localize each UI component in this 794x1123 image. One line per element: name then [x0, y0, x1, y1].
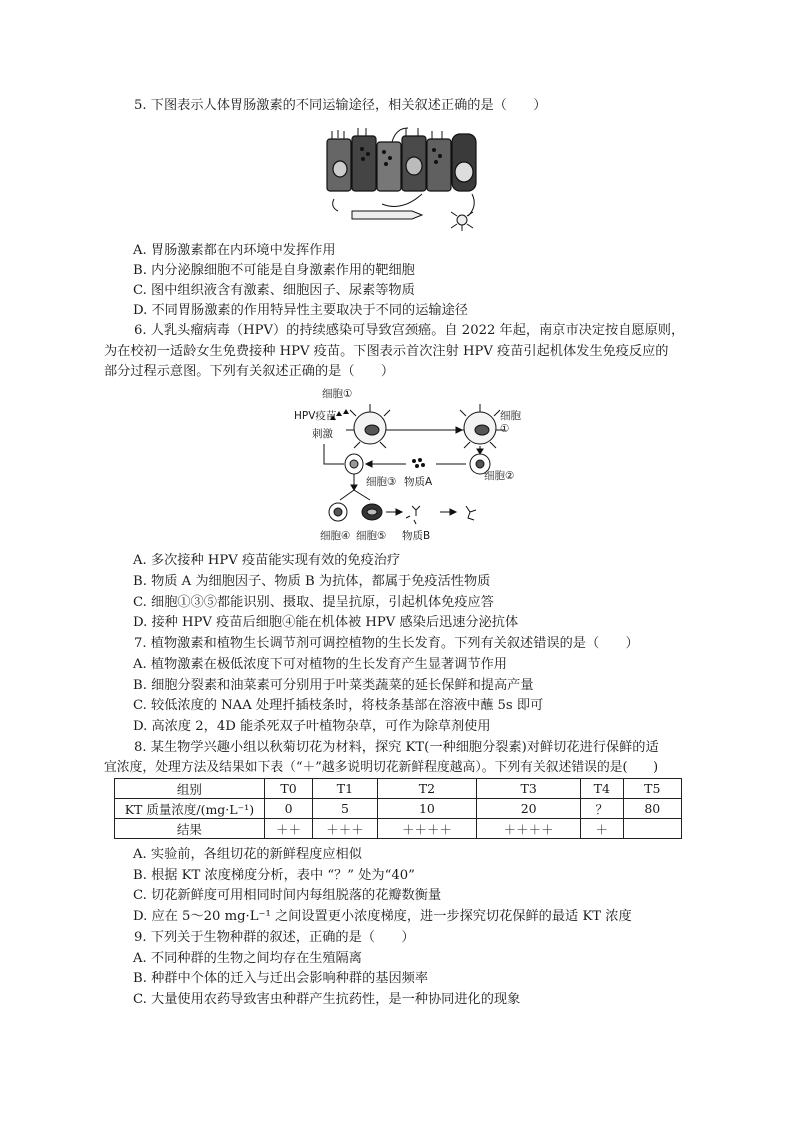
- label-hpv-vaccine: HPV疫苗: [294, 410, 337, 422]
- q5-option-a: A. 胃肠激素都在内环境中发挥作用: [133, 243, 336, 258]
- q8-stem-line1: 8. 某生物学兴趣小组以秋菊切花为材料，探究 KT(一种细胞分裂素)对鲜切花进行保鲜的适: [134, 740, 659, 755]
- q6-stem-line1: 6. 人乳头瘤病毒（HPV）的持续感染可导致宫颈癌。自 2022 年起，南京市决定按自愿原则，: [134, 323, 685, 338]
- table-header-cell: 组别: [115, 779, 265, 799]
- table-cell: ＋＋: [264, 819, 313, 839]
- label-cell5: 细胞⑤: [356, 530, 387, 542]
- q8-option-b: B. 根据 KT 浓度梯度分析，表中 “？” 处为“40”: [133, 868, 415, 883]
- q6-option-a: A. 多次接种 HPV 疫苗能实现有效的免疫治疗: [133, 553, 401, 568]
- table-row-label: KT 质量浓度/(mg·L⁻¹): [115, 799, 265, 819]
- q7-option-a: A. 植物激素在极低浓度下可对植物的生长发育产生显著调节作用: [133, 657, 507, 672]
- q7-option-b: B. 细胞分裂素和油菜素可分别用于叶菜类蔬菜的延长保鲜和提高产量: [133, 678, 534, 693]
- q5-stem: 5. 下图表示人体胃肠激素的不同运输途径，相关叙述正确的是（ ）: [134, 98, 547, 113]
- table-cell: [623, 819, 681, 839]
- gut-hormone-figure: [322, 124, 512, 234]
- kt-table: [114, 778, 682, 839]
- table-row: [115, 819, 682, 839]
- table-cell: 10: [377, 799, 477, 819]
- q9-option-a: A. 不同种群的生物之间均存在生殖隔离: [133, 951, 362, 966]
- table-row: [115, 799, 682, 819]
- table-cell: ？: [580, 799, 623, 819]
- table-header-cell: T5: [623, 779, 681, 799]
- table-cell: ＋＋＋＋: [377, 819, 477, 839]
- table-header-cell: T2: [377, 779, 477, 799]
- q7-option-c: C. 较低浓度的 NAA 处理扦插枝条时，将枝条基部在溶液中蘸 5s 即可: [133, 698, 544, 713]
- label-cell4: 细胞④: [320, 530, 351, 542]
- table-cell: 80: [623, 799, 681, 819]
- label-substance-b: 物质B: [402, 530, 431, 542]
- table-header-cell: T4: [580, 779, 623, 799]
- table-cell: ＋＋＋＋: [477, 819, 581, 839]
- q6-option-c: C. 细胞①③⑤都能识别、摄取、提呈抗原，引起机体免疫应答: [133, 595, 494, 610]
- q6-option-b: B. 物质 A 为细胞因子、物质 B 为抗体，都属于免疫活性物质: [133, 574, 491, 589]
- q6-stem-line3: 部分过程示意图。下列有关叙述正确的是（ ）: [104, 364, 395, 379]
- label-cell1-top: 细胞①: [322, 388, 353, 400]
- table-cell: ＋: [580, 819, 623, 839]
- label-cell2: 细胞②: [484, 470, 515, 482]
- table-cell: 20: [477, 799, 581, 819]
- q5-option-d: D. 不同胃肠激素的作用特异性主要取决于不同的运输途径: [133, 303, 468, 318]
- q8-option-c: C. 切花新鲜度可用相同时间内每组脱落的花瓣数衡量: [133, 888, 442, 903]
- table-header-cell: T3: [477, 779, 581, 799]
- q5-option-b: B. 内分泌腺细胞不可能是自身激素作用的靶细胞: [133, 263, 415, 278]
- q7-option-d: D. 高浓度 2，4D 能杀死双子叶植物杂草，可作为除草剂使用: [133, 719, 491, 734]
- table-row-label: 结果: [115, 819, 265, 839]
- q6-stem-line2: 为在校初一适龄女生免费接种 HPV 疫苗。下图表示首次注射 HPV 疫苗引起机体发生免疫反应的: [104, 344, 669, 359]
- q8-option-d: D. 应在 5～20 mg·L⁻¹ 之间设置更小浓度梯度，进一步探究切花保鲜的最适 KT 浓度: [133, 909, 632, 924]
- q8-option-a: A. 实验前，各组切花的新鲜程度应相似: [133, 847, 362, 862]
- table-cell: ＋＋＋: [313, 819, 377, 839]
- table-header-cell: T1: [313, 779, 377, 799]
- label-stimulus: 刺激: [312, 428, 333, 440]
- label-substance-a: 物质A: [404, 476, 433, 488]
- q9-stem: 9. 下列关于生物种群的叙述，正确的是（ ）: [134, 930, 415, 945]
- label-cell1-right: 细胞①: [500, 410, 521, 435]
- q7-stem: 7. 植物激素和植物生长调节剂可调控植物的生长发育。下列有关叙述错误的是（ ）: [134, 636, 639, 651]
- q9-option-b: B. 种群中个体的迁入与迁出会影响种群的基因频率: [133, 971, 429, 986]
- table-cell: 5: [313, 799, 377, 819]
- immune-figure: [290, 386, 530, 548]
- table-header-row: [115, 779, 682, 799]
- q8-stem-line2: 宜浓度，处理方法及结果如下表（“＋”越多说明切花新鲜程度越高）。下列有关叙述错误的是( ): [104, 760, 659, 775]
- table-cell: 0: [264, 799, 313, 819]
- q9-option-c: C. 大量使用农药导致害虫种群产生抗药性，是一种协同进化的现象: [133, 992, 521, 1007]
- q6-option-d: D. 接种 HPV 疫苗后细胞④能在机体被 HPV 感染后迅速分泌抗体: [133, 615, 519, 630]
- q5-option-c: C. 图中组织液含有激素、细胞因子、尿素等物质: [133, 283, 415, 298]
- table-header-cell: T0: [264, 779, 313, 799]
- label-cell3: 细胞③: [366, 476, 397, 488]
